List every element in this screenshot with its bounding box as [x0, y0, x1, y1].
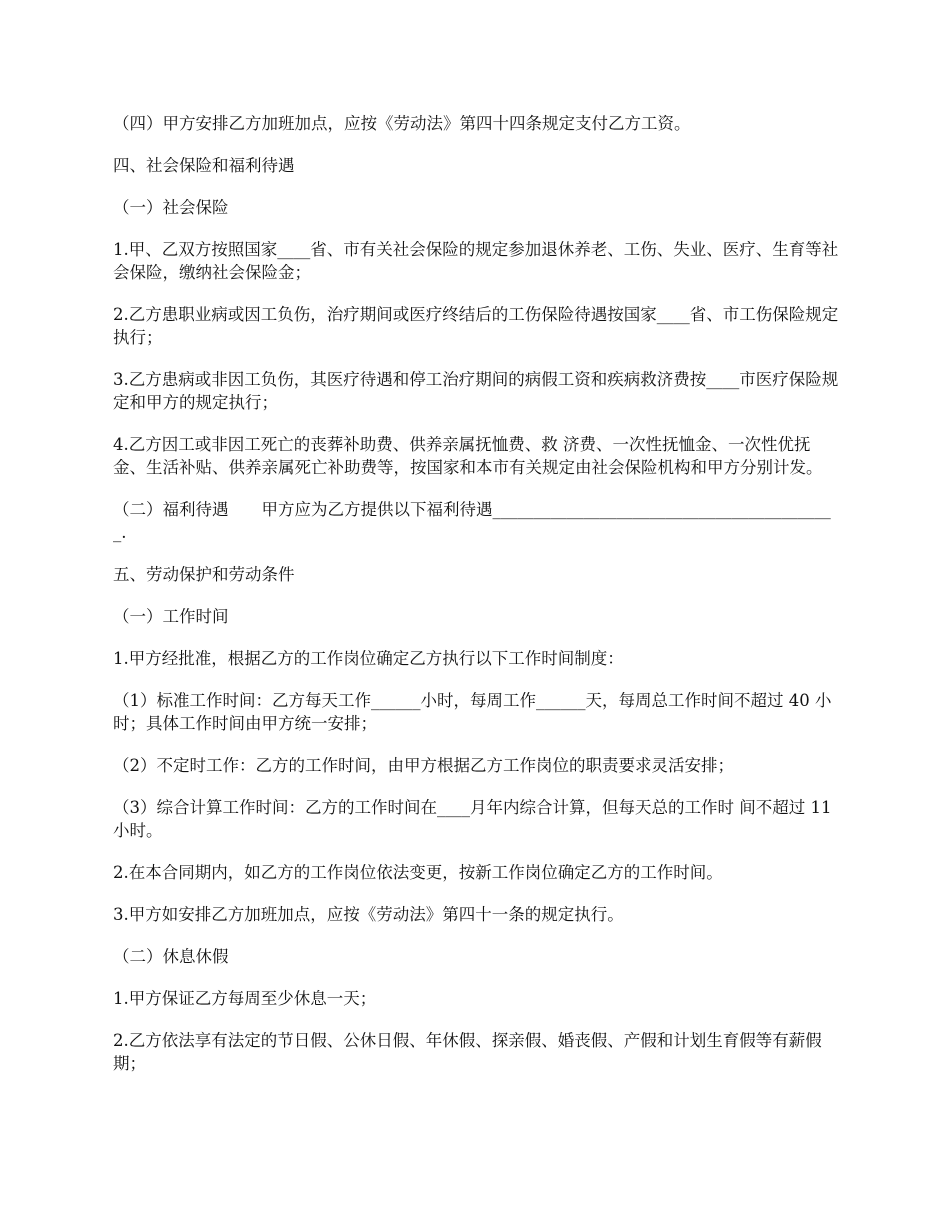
subsection-heading-working-hours: （一）工作时间 [113, 607, 229, 626]
paragraph-flexible-hours: （2）不定时工作：乙方的工作时间，由甲方根据乙方工作岗位的职责要求灵活安排； [113, 756, 734, 775]
paragraph-insurance-1: 1.甲、乙双方按照国家____省、市有关社会保险的规定参加退休养老、工伤、失业、医疗、生育等社会保险，缴纳社会保险金； [113, 240, 839, 282]
paragraph-insurance-4: 4.乙方因工或非因工死亡的丧葬补助费、供养亲属抚恤费、救 济费、一次性抚恤金、一次性优抚金、生活补贴、供养亲属死亡补助费等，按国家和本市有关规定由社会保险机构和甲方分别计发。 [113, 435, 823, 477]
paragraph-comprehensive-hours: （3）综合计算工作时间：乙方的工作时间在____月年内综合计算，但每天总的工作时 间不超过 11 小时。 [113, 798, 832, 840]
section-heading-labor-protection: 五、劳动保护和劳动条件 [113, 565, 295, 584]
paragraph-insurance-2: 2.乙方患职业病或因工负伤，治疗期间或医疗终结后的工伤保险待遇按国家____省、市工伤保险规定执行； [113, 305, 839, 347]
paragraph-standard-hours: （1）标准工作时间：乙方每天工作______小时，每周工作______天，每周总工作时间不超过 40 小时；具体工作时间由甲方统一安排； [113, 691, 832, 733]
paragraph-rest-2: 2.乙方依法享有法定的节日假、公休日假、年休假、探亲假、婚丧假、产假和计划生育假等有薪假期； [113, 1031, 822, 1073]
subsection-heading-rest-leave: （二）休息休假 [113, 947, 229, 966]
paragraph-welfare: （二）福利待遇 甲方应为乙方提供以下福利待遇__________________________________________. [113, 500, 831, 542]
paragraph-hours-3: 3.甲方如安排乙方加班加点，应按《劳动法》第四十一条的规定执行。 [113, 905, 624, 924]
paragraph-insurance-3: 3.乙方患病或非因工负伤，其医疗待遇和停工治疗期间的病假工资和疾病救济费按____市医疗保险规定和甲方的规定执行； [113, 370, 839, 412]
paragraph-hours-2: 2.在本合同期内，如乙方的工作岗位依法变更，按新工作岗位确定乙方的工作时间。 [113, 863, 723, 882]
paragraph-overtime-pay: （四）甲方安排乙方加班加点，应按《劳动法》第四十四条规定支付乙方工资。 [113, 114, 691, 133]
paragraph-rest-1: 1.甲方保证乙方每周至少休息一天； [113, 989, 377, 1008]
paragraph-hours-1: 1.甲方经批准，根据乙方的工作岗位确定乙方执行以下工作时间制度： [113, 649, 624, 668]
document-body [113, 112, 843, 1094]
section-heading-social-insurance-welfare: 四、社会保险和福利待遇 [113, 156, 295, 175]
subsection-heading-social-insurance: （一）社会保险 [113, 198, 229, 217]
